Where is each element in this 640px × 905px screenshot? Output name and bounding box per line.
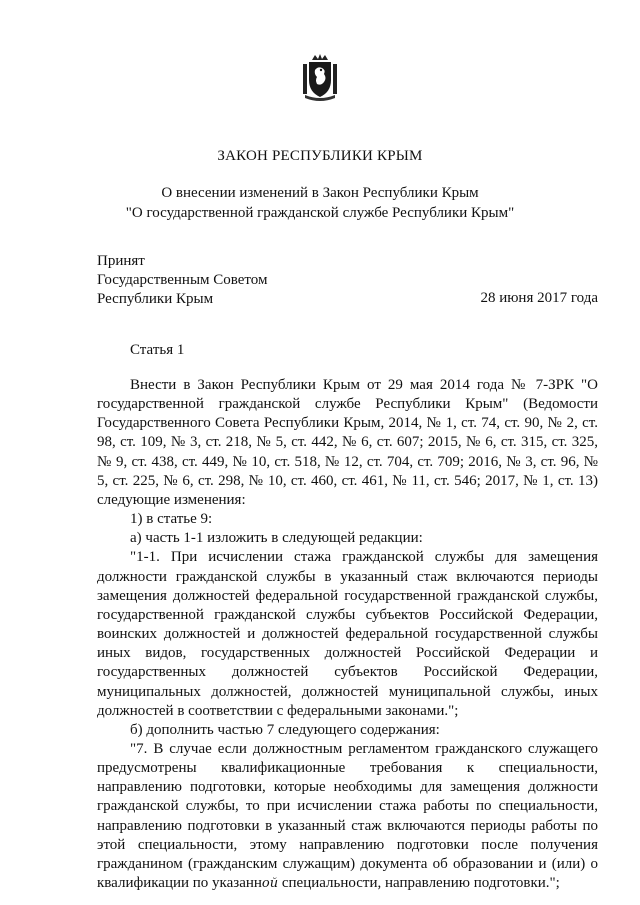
paragraph [97,740,598,893]
subtitle-line: "О государственной гражданской службе Республики Крым" [125,205,515,221]
adoption-date: 28 июня 2017 года [480,290,598,306]
adoption-line: Государственным Советом [97,272,268,288]
law-title: ЗАКОН РЕСПУБЛИКИ КРЫМ [217,148,423,164]
subtitle-line: О внесении изменений в Закон Республики Крым [161,185,479,201]
article-body [97,376,598,893]
paragraph-text: "7. В случае если должностным регламентом гражданского служащего предусмотрены квалификационные требования к специальности, направлению подготовки, которые необходимы для замещения должности гражданской службы, то при исчислении стажа работы по специальности, направлению подготовки в указанный стаж включаются периоды работы по этой специальности, этому направлению подготовки после получения гражданином (гражданским служащим) документа об образовании и (или) о квалификации по указанн [97,740,598,892]
adoption-block [97,252,268,309]
handwritten-correction: ой [261,876,279,892]
paragraph: 1) в статье 9: [130,511,213,528]
adoption-line: Принят [97,253,145,269]
article-heading: Статья 1 [130,342,185,358]
crimea-coat-of-arms-icon [300,52,340,102]
adoption-line: Республики Крым [97,291,214,307]
paragraph: б) дополнить частью 7 следующего содержания: [130,721,440,738]
paragraph-text: специальности, направлению подготовки."; [278,875,560,892]
law-subtitle [0,183,640,223]
paragraph: Внести в Закон Республики Крым от 29 мая 2014 года № 7-ЗРК "О государственной гражданской службе Республики Крым" (Ведомости Государственного Совета Республики Крым, 2014, № 1, ст. 74, ст. 90, № 2, ст. 98, ст. 109, № 3, ст. 218, № 5, ст. 442, № 6, ст. 607; 2015, № 6, ст. 315, ст. 325, № 9, ст. 438, ст. 449, № 10, ст. 518, № 12, ст. 704, ст. 709; 2016, № 3, ст. 96, № 5, ст. 225, № 6, ст. 298, № 10, ст. 460, ст. 461, № 11, ст. 546; 2017, № 1, ст. 13) следующие изменения: [97,377,598,508]
paragraph: "1-1. При исчислении стажа гражданской службы для замещения должности гражданской службы в указанный стаж включаются периоды замещения должностей федеральной государственной гражданской службы, государственной гражданской службы субъектов Российской Федерации, воинских должностей и должностей федеральной государственной службы иных видов, государственных должностей Российской Федерации и государственных должностей субъектов Российской Федерации, муниципальных должностей, должностей муниципальной службы, иных должностей в соответствии с федеральными законами."; [97,549,598,719]
paragraph: а) часть 1-1 изложить в следующей редакции: [130,530,423,547]
